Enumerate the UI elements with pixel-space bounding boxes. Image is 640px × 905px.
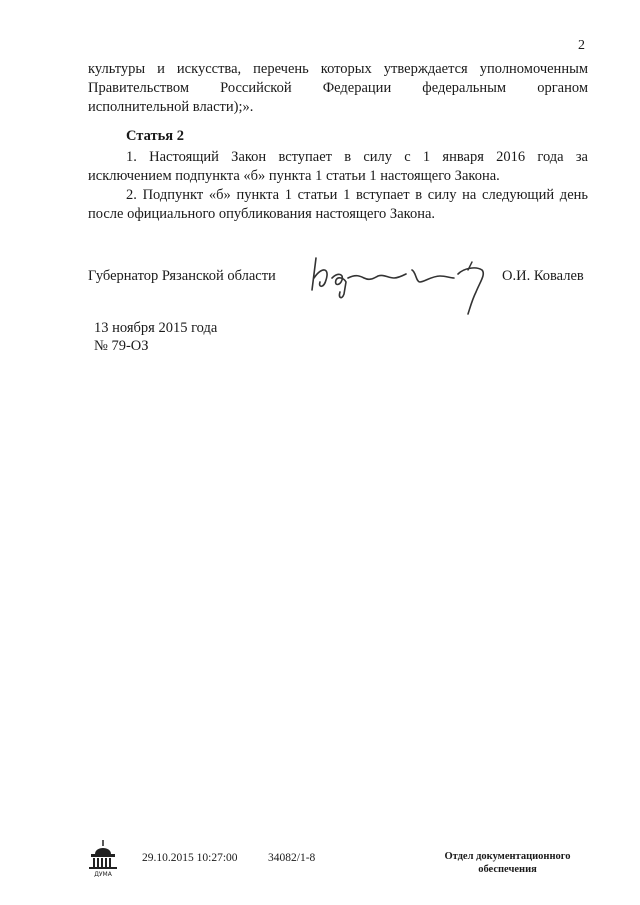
intro-line-3: исполнительной власти);».: [88, 99, 254, 115]
article-p2-line-2: после официального опубликования настоящего Закона.: [88, 206, 436, 222]
article-paragraph-1: [88, 148, 588, 186]
department-line-2: обеспечения: [478, 864, 537, 875]
article-p1-line-2: исключением подпункта «б» пункта 1 статьи 1 настоящего Закона.: [88, 168, 500, 184]
law-number: № 79-ОЗ: [94, 338, 149, 354]
article-title: Статья 2: [126, 128, 184, 144]
law-date: 13 ноября 2015 года: [94, 320, 218, 336]
logo-text: ДУМА: [94, 871, 112, 878]
intro-line-1: культуры и искусства, перечень которых утверждается уполномоченным: [88, 61, 588, 77]
handwritten-signature: [308, 248, 498, 318]
page-number: 2: [578, 38, 585, 53]
footer-department: [420, 850, 595, 876]
signatory-name: О.И. Ковалев: [502, 268, 584, 284]
footer-doc-code: 34082/1-8: [268, 852, 316, 864]
intro-paragraph: [88, 60, 588, 117]
duma-logo-icon: [86, 838, 120, 878]
footer-timestamp: 29.10.2015 10:27:00: [142, 852, 238, 864]
article-p1-line-1: 1. Настоящий Закон вступает в силу с 1 января 2016 года за: [126, 149, 588, 165]
signatory-title: Губернатор Рязанской области: [88, 268, 276, 284]
article-paragraph-2: [88, 186, 588, 224]
department-line-1: Отдел документационного: [444, 851, 571, 862]
article-p2-line-1: 2. Подпункт «б» пункта 1 статьи 1 вступает в силу на следующий день: [126, 187, 588, 203]
intro-line-2: Правительством Российской Федерации федеральным органом: [88, 80, 588, 96]
